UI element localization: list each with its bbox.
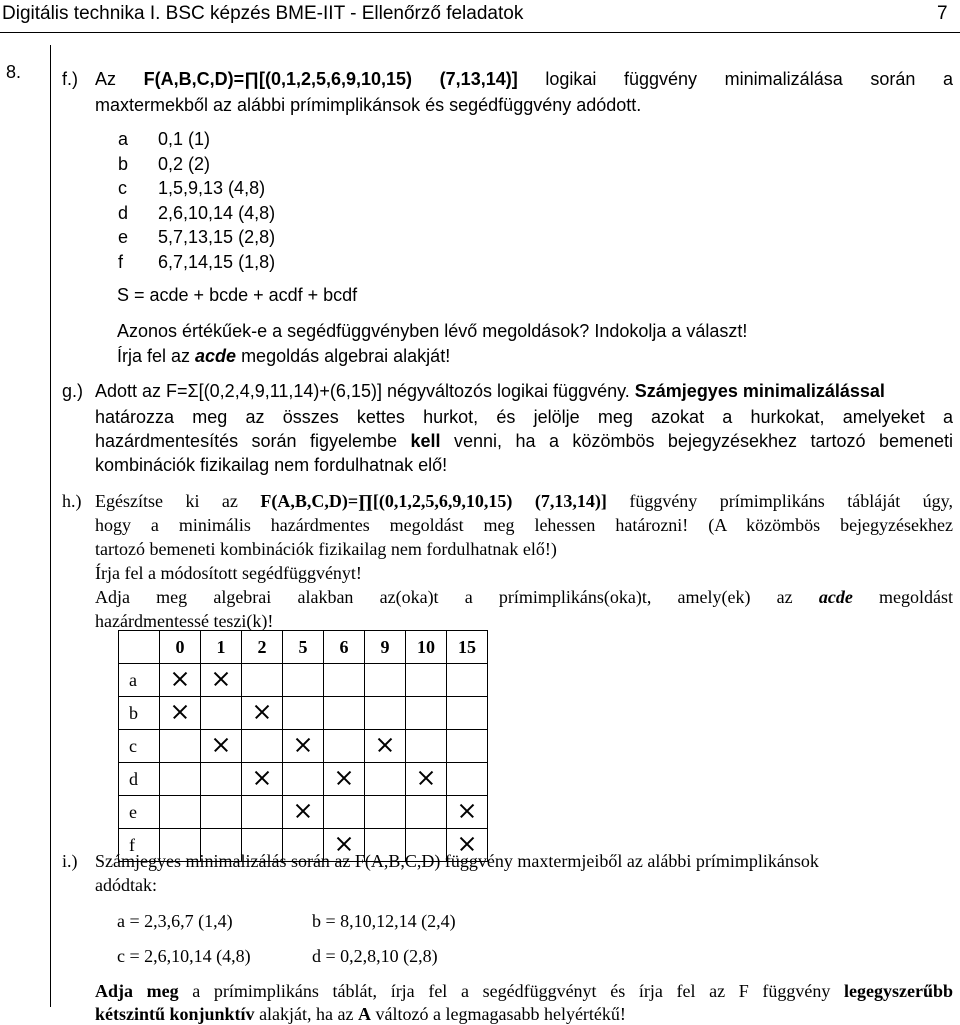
part-h-line6: hazárdmentessé teszi(k)! <box>95 611 274 631</box>
implicant-name: e <box>118 227 129 247</box>
empty-cell <box>324 730 365 763</box>
cross-mark-icon <box>337 771 351 785</box>
cover-mark-cell <box>242 763 283 796</box>
table-row <box>119 796 488 829</box>
cover-mark-cell <box>160 697 201 730</box>
part-g-line4: kombinációk fizikailag nem fordulhatnak elő! <box>95 455 448 475</box>
part-g-line2: határozza meg az összes kettes hurkot, és jelölje meg azokat a hurkokat, amelyeket a <box>95 407 953 427</box>
table-corner-cell <box>119 631 160 664</box>
empty-cell <box>365 664 406 697</box>
implicant-name: f <box>118 251 124 272</box>
part-h-line5: Adja meg algebrai alakban az(oka)t a prímimplikáns(oka)t, amely(ek) az acde megoldást <box>95 587 953 607</box>
implicant-name: b <box>118 153 129 174</box>
part-g-label: g.) <box>62 381 84 401</box>
part-h-line4: Írja fel a módosított segédfüggvényt! <box>95 563 362 583</box>
empty-cell <box>447 730 488 763</box>
cover-mark-cell <box>201 664 242 697</box>
empty-cell <box>406 796 447 829</box>
implicant-name: d <box>118 202 129 223</box>
question-number: 8. <box>6 62 22 82</box>
part-f-label: f.) <box>62 69 78 89</box>
cross-mark-icon <box>255 771 269 785</box>
cover-mark-cell <box>283 796 324 829</box>
empty-cell <box>324 664 365 697</box>
table-row <box>119 763 488 796</box>
empty-cell <box>242 664 283 697</box>
cross-mark-icon <box>255 705 269 719</box>
row-label: d <box>119 763 160 796</box>
cross-mark-icon <box>460 804 474 818</box>
part-i-line2: adódtak: <box>95 875 157 895</box>
column-header: 6 <box>324 631 365 664</box>
empty-cell <box>365 763 406 796</box>
table-row <box>119 730 488 763</box>
part-h-line3: tartozó bemeneti kombinációk fizikailag nem fordulhatnak elő!) <box>95 539 557 559</box>
cover-mark-cell <box>242 697 283 730</box>
empty-cell <box>160 730 201 763</box>
empty-cell <box>447 697 488 730</box>
part-h-label: h.) <box>62 491 82 511</box>
row-label: c <box>119 730 160 763</box>
cross-mark-icon <box>296 738 310 752</box>
implicant-terms: 2,6,10,14 (4,8) <box>158 202 276 223</box>
empty-cell <box>160 796 201 829</box>
page-number: 7 <box>937 3 948 24</box>
cover-mark-cell <box>406 763 447 796</box>
empty-cell <box>201 763 242 796</box>
table-row <box>119 697 488 730</box>
cross-mark-icon <box>214 672 228 686</box>
row-label: a <box>119 664 160 697</box>
cover-mark-cell <box>447 796 488 829</box>
table-row <box>119 664 488 697</box>
implicant-terms: 1,5,9,13 (4,8) <box>158 178 266 198</box>
implicant-b: b = 8,10,12,14 (2,4) <box>312 911 456 931</box>
prime-implicant-table <box>118 630 488 862</box>
empty-cell <box>324 796 365 829</box>
empty-cell <box>447 763 488 796</box>
table-header-row <box>119 631 488 664</box>
implicant-terms: 5,7,13,15 (2,8) <box>158 227 276 247</box>
cross-mark-icon <box>173 672 187 686</box>
empty-cell <box>447 664 488 697</box>
margin-divider <box>50 45 51 1007</box>
part-i-line5: Adja meg a prímimplikáns táblát, írja fel a segédfüggvényt és írja fel az F függvény legegyszerűbb <box>95 981 953 1001</box>
column-header: 10 <box>406 631 447 664</box>
part-i-label: i.) <box>62 851 78 871</box>
implicant-terms: 6,7,14,15 (1,8) <box>158 251 276 272</box>
part-h-line1: Egészítse ki az F(A,B,C,D)=∏[(0,1,2,5,6,9,10,15) (7,13,14)] függvény prímimplikáns tábláját úgy, <box>95 491 953 511</box>
cover-mark-cell <box>365 730 406 763</box>
part-f-question2: Írja fel az acde megoldás algebrai alakját! <box>117 346 451 366</box>
cross-mark-icon <box>460 837 474 851</box>
implicant-a: a = 2,3,6,7 (1,4) <box>117 911 233 931</box>
part-g-line1: Adott az F=Σ[(0,2,4,9,11,14)+(6,15)] négyváltozós logikai függvény. Számjegyes minimalizálással <box>95 381 885 401</box>
empty-cell <box>242 796 283 829</box>
empty-cell <box>160 763 201 796</box>
empty-cell <box>283 763 324 796</box>
empty-cell <box>201 796 242 829</box>
cross-mark-icon <box>337 837 351 851</box>
part-i-line1: Számjegyes minimalizálás során az F(A,B,C,D) függvény maxtermjeiből az alábbi prímimplikánsok <box>95 851 819 871</box>
column-header: 1 <box>201 631 242 664</box>
implicant-d: d = 0,2,8,10 (2,8) <box>312 946 438 966</box>
aux-function: S = acde + bcde + acdf + bcdf <box>117 285 358 305</box>
column-header: 9 <box>365 631 406 664</box>
part-f-question1: Azonos értékűek-e a segédfüggvényben lévő megoldások? Indokolja a választ! <box>117 321 748 341</box>
cross-mark-icon <box>419 771 433 785</box>
empty-cell <box>406 697 447 730</box>
column-header: 0 <box>160 631 201 664</box>
part-g-line3: hazárdmentesítés során figyelembe kell venni, ha a közömbös bejegyzésekhez tartozó bemeneti <box>95 431 953 451</box>
part-f-line1: Az F(A,B,C,D)=∏[(0,1,2,5,6,9,10,15) (7,13,14)] logikai függvény minimalizálása során a <box>95 69 953 89</box>
cross-mark-icon <box>214 738 228 752</box>
empty-cell <box>365 796 406 829</box>
column-header: 5 <box>283 631 324 664</box>
row-label: f <box>119 829 160 862</box>
implicant-name: a <box>118 129 129 149</box>
header-title: Digitális technika I. BSC képzés BME-IIT - Ellenőrző feladatok <box>2 3 524 24</box>
column-header: 15 <box>447 631 488 664</box>
column-header: 2 <box>242 631 283 664</box>
part-h-line2: hogy a minimális hazárdmentes megoldást meg lehessen határozni! (A közömbös bejegyzésekhez <box>95 515 953 535</box>
empty-cell <box>324 697 365 730</box>
empty-cell <box>365 697 406 730</box>
cross-mark-icon <box>378 738 392 752</box>
empty-cell <box>283 664 324 697</box>
empty-cell <box>406 730 447 763</box>
row-label: b <box>119 697 160 730</box>
implicant-terms: 0,2 (2) <box>158 153 211 174</box>
empty-cell <box>406 664 447 697</box>
cross-mark-icon <box>296 804 310 818</box>
cover-mark-cell <box>201 730 242 763</box>
part-f-line2: maxtermekből az alábbi prímimplikánsok és segédfüggvény adódott. <box>95 95 642 115</box>
row-label: e <box>119 796 160 829</box>
empty-cell <box>283 697 324 730</box>
cross-mark-icon <box>173 705 187 719</box>
empty-cell <box>242 730 283 763</box>
implicant-name: c <box>118 178 127 198</box>
implicant-c: c = 2,6,10,14 (4,8) <box>117 946 251 966</box>
implicant-terms: 0,1 (1) <box>158 129 211 149</box>
cover-mark-cell <box>283 730 324 763</box>
cover-mark-cell <box>324 763 365 796</box>
empty-cell <box>201 697 242 730</box>
cover-mark-cell <box>160 664 201 697</box>
part-i-line6: kétszintű konjunktív alakját, ha az A változó a legmagasabb helyértékű! <box>95 1004 626 1024</box>
